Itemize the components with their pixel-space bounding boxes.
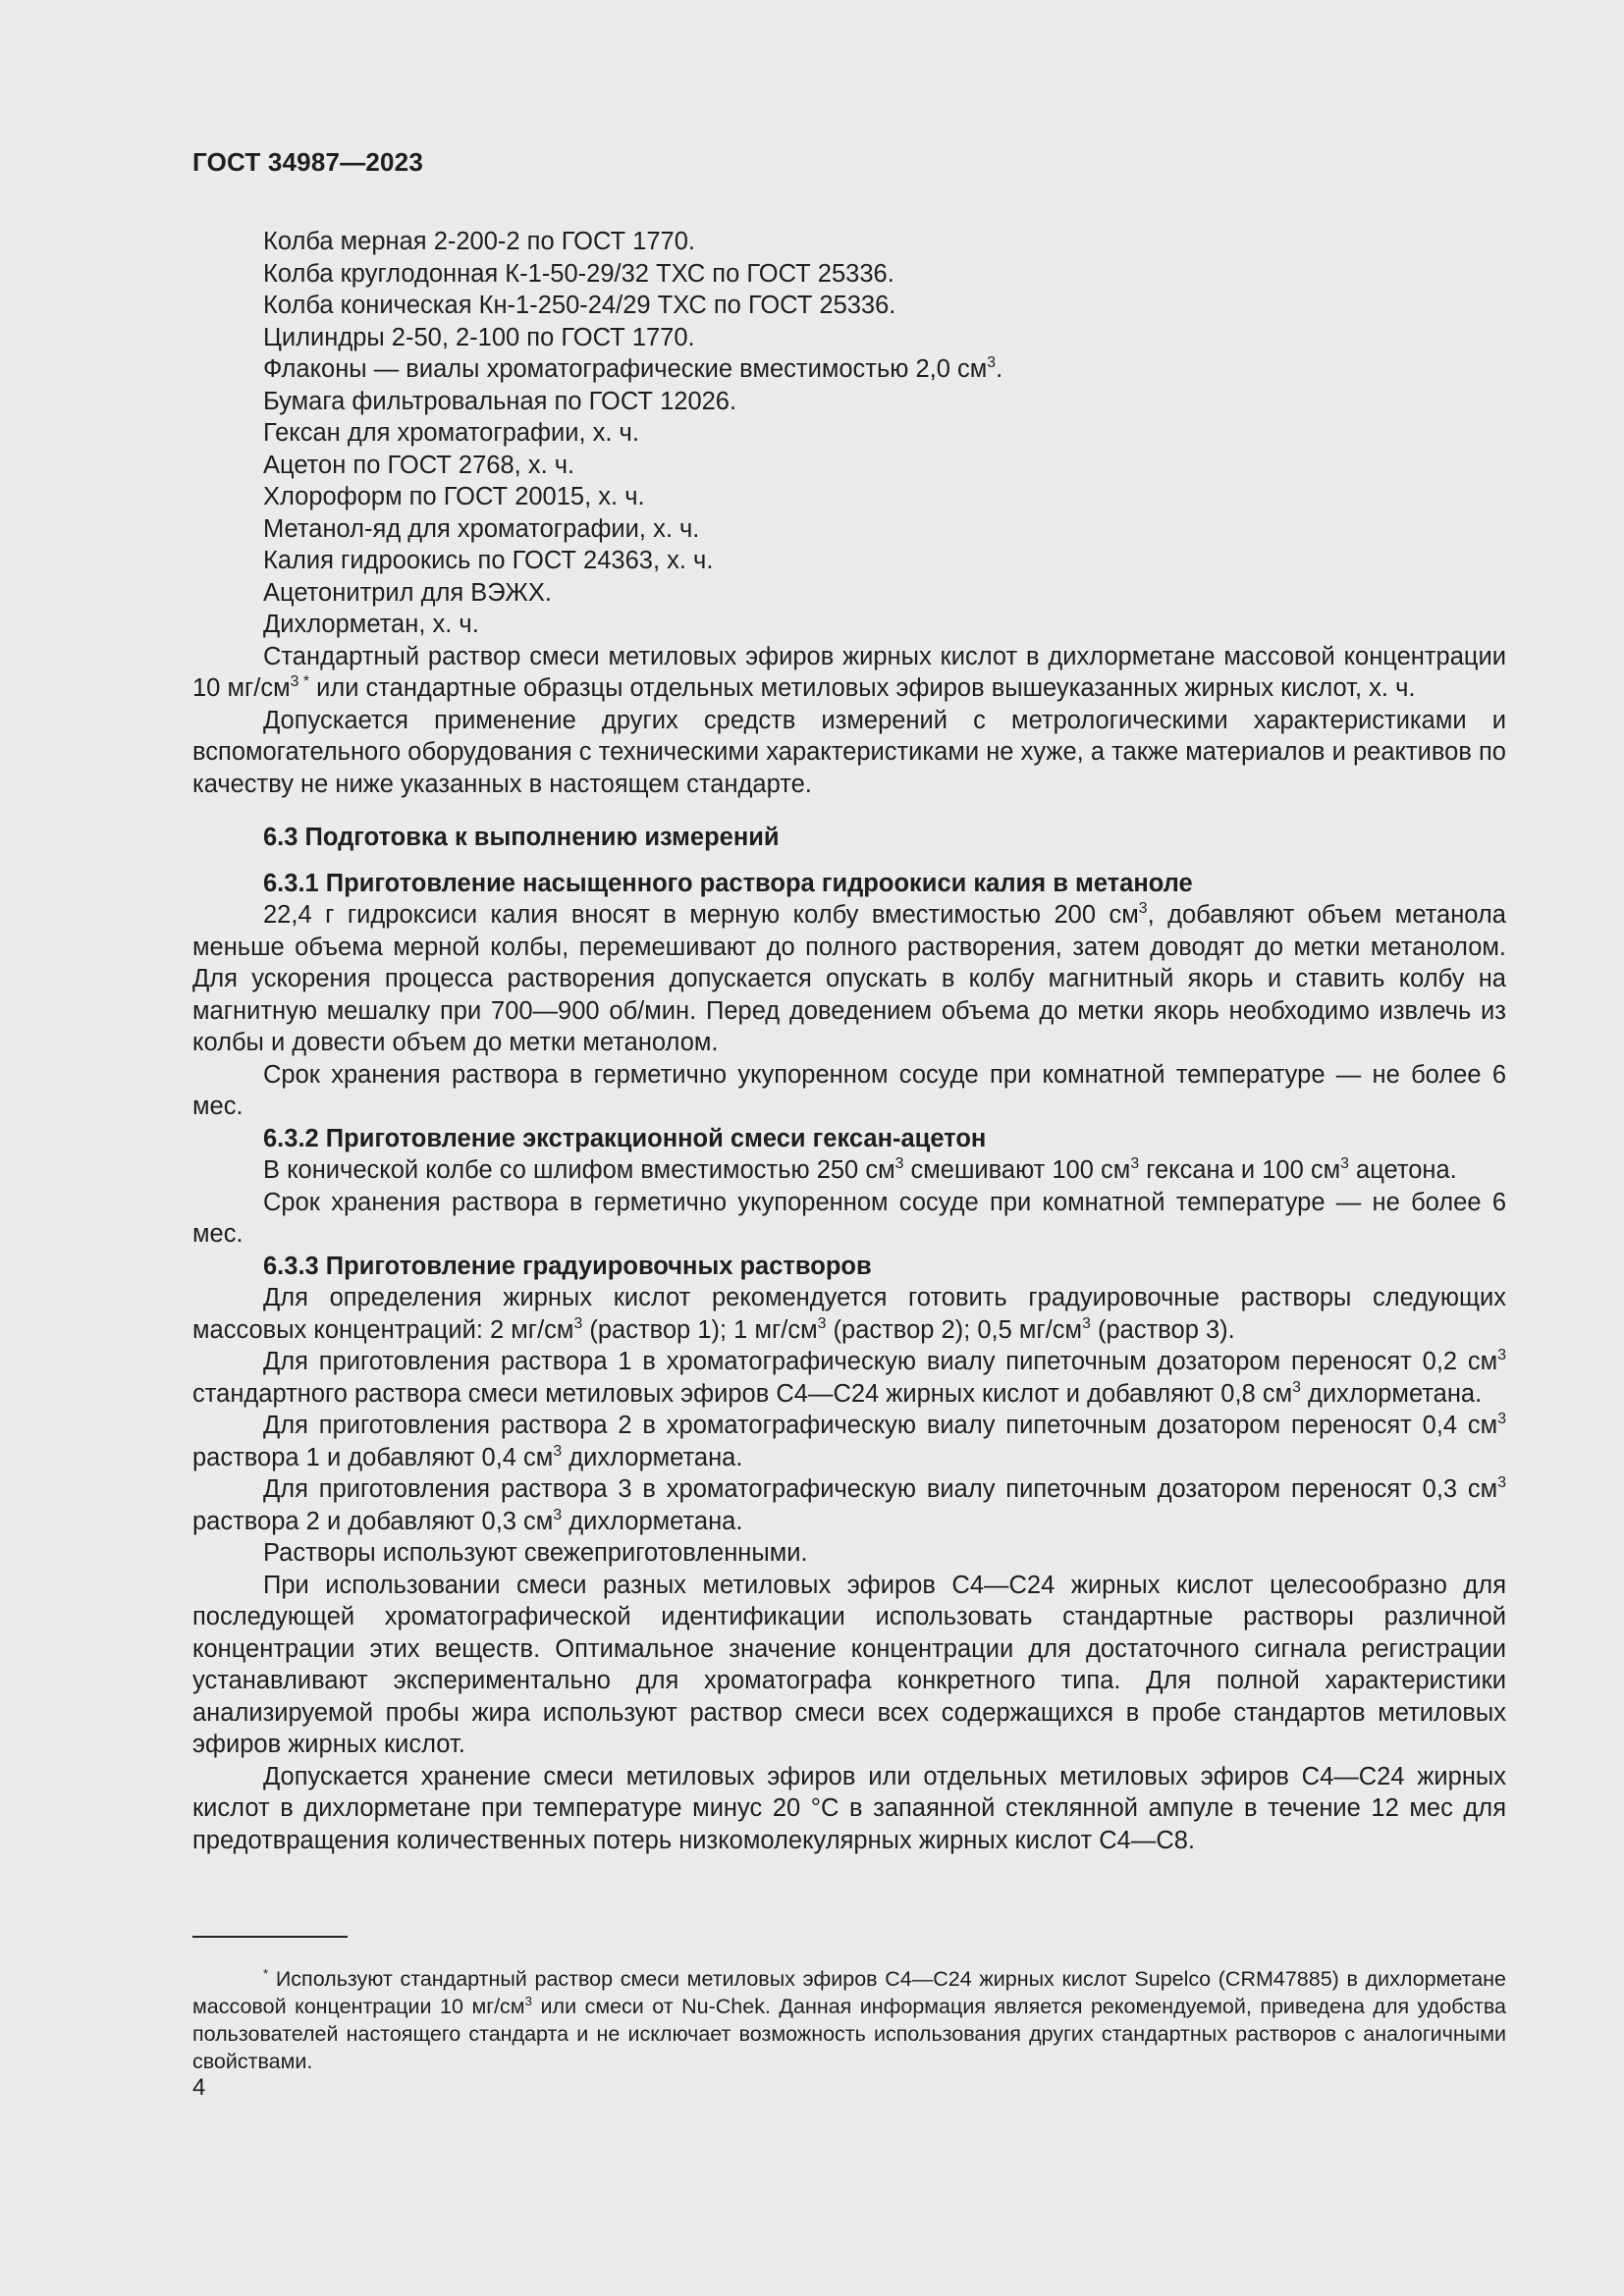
paragraph: Для определения жирных кислот рекомендуется готовить градуировочные растворы следующих массовых концентраций: 2 $мг/см^3$ (раствор 1); 1 $мг/см^3$ (раствор 2); 0,5 $мг/см^3$ (раствор 3). xyxy=(192,1284,1506,1344)
paragraph: В конической колбе со шлифом вместимостью 250 $см^3$ смешивают 100 $см^3$ гексана и 100 $см^3$ ацетона. xyxy=(263,1155,1457,1184)
list-item: Бумага фильтровальная по ГОСТ 12026. xyxy=(263,387,737,415)
list-item: Дихлорметан, х. ч. xyxy=(263,611,479,638)
list-item: Ацетонитрил для ВЭЖХ. xyxy=(263,578,552,607)
list-item: Колба круглодонная К-1-50-29/32 ТХС по ГОСТ 25336. xyxy=(263,259,894,288)
footnote-divider xyxy=(192,1936,348,1938)
list-item: Цилиндры 2-50, 2-100 по ГОСТ 1770. xyxy=(263,323,695,351)
list-item: Калия гидроокись по ГОСТ 24363, х. ч. xyxy=(263,547,714,574)
list-item: Гексан для хроматографии, х. ч. xyxy=(263,419,639,447)
document-header: ГОСТ 34987—2023 xyxy=(192,147,423,177)
paragraph: Срок хранения раствора в герметично укупоренном сосуде при комнатной температуре — не более 6 мес. xyxy=(192,1188,1506,1248)
page-number: 4 xyxy=(192,2074,206,2101)
paragraph: При использовании смеси разных метиловых эфиров С4—С24 жирных кислот целесообразно для последующей хроматографической идентификации использовать стандартные растворы различной концентрации этих веществ. Оптимальное значение концентрации для достаточного сигнала регистрации устанавливают экспериментально для хроматографа конкретного типа. Для полной характеристики анализируемой пробы жира используют раствор смеси всех содержащихся в пробе стандартов метиловых эфиров жирных кислот. xyxy=(192,1571,1506,1758)
section-heading-6-3-2: 6.3.2 Приготовление экстракционной смеси гексан-ацетон xyxy=(263,1124,987,1152)
paragraph: Растворы используют свежеприготовленными. xyxy=(263,1539,808,1567)
paragraph: 22,4 г гидроксиси калия вносят в мерную колбу вместимостью 200 $см^3$, добавляют объем метанола меньше объема мерной колбы, перемешивают до полного растворения, затем доводят до метки метанолом. Для ускорения процесса растворения допускается опускать в колбу магнитный якорь и ставить колбу на магнитную мешалку при 700—900 об/мин. Перед доведением объема до метки якорь необходимо извлечь из колбы и довести объем до метки метанолом. xyxy=(192,900,1506,1056)
paragraph: Для приготовления раствора 3 в хроматографическую виалу пипеточным дозатором переносят 0,3 $см^3$ раствора 2 и добавляют 0,3 $см^3$ дихлорметана. xyxy=(192,1474,1506,1535)
list-item: Ацетон по ГОСТ 2768, х. ч. xyxy=(263,451,575,479)
list-item: Флаконы — виалы хроматографические вместимостью 2,0 $см^3$. xyxy=(263,354,1003,383)
document-body xyxy=(192,226,1506,1856)
list-item: Хлороформ по ГОСТ 20015, х. ч. xyxy=(263,483,645,510)
paragraph: Для приготовления раствора 1 в хроматографическую виалу пипеточным дозатором переносят 0,2 $см^3$ стандартного раствора смеси метиловых эфиров С4—С24 жирных кислот и добавляют 0,8 $см^3$ дихлорметана. xyxy=(192,1347,1506,1408)
paragraph: Допускается хранение смеси метиловых эфиров или отдельных метиловых эфиров С4—С24 жирных кислот в дихлорметане при температуре минус 20 °С в запаянной стеклянной ампуле в течение 12 мес для предотвращения количественных потерь низкомолекулярных жирных кислот С4—С8. xyxy=(192,1762,1506,1854)
paragraph-standard-solution: Стандартный раствор смеси метиловых эфиров жирных кислот в дихлорметане массовой концентрации 10 $мг/см^{3 *}$ или стандартные образцы отдельных метиловых эфиров вышеуказанных жирных кислот, х. ч. xyxy=(192,642,1506,702)
section-heading-6-3: 6.3 Подготовка к выполнению измерений xyxy=(263,824,780,851)
paragraph: Для приготовления раствора 2 в хроматографическую виалу пипеточным дозатором переносят 0,4 $см^3$ раствора 1 и добавляют 0,4 $см^3$ дихлорметана. xyxy=(192,1411,1506,1471)
paragraph: Срок хранения раствора в герметично укупоренном сосуде при комнатной температуре — не более 6 мес. xyxy=(192,1060,1506,1120)
paragraph-allowed-substitutes: Допускается применение других средств измерений с метрологическими характеристиками и вспомогательного оборудования с техническими характеристиками не хуже, а также материалов и реактивов по качеству не ниже указанных в настоящем стандарте. xyxy=(192,706,1506,798)
section-heading-6-3-3: 6.3.3 Приготовление градуировочных растворов xyxy=(263,1252,872,1280)
footnote: * Используют стандартный раствор смеси метиловых эфиров С4—С24 жирных кислот Supelco (CRM47885) в дихлорметане массовой концентрации 10 $мг/см^3$ или смеси от Nu-Chek. Данная информация является рекомендуемой, приведена для удобства пользователей настоящего стандарта и не исключает возможность использования других стандартных растворов с аналогичными свойствами. xyxy=(192,1965,1506,2073)
list-item: Метанол-яд для хроматографии, х. ч. xyxy=(263,514,700,543)
section-heading-6-3-1: 6.3.1 Приготовление насыщенного раствора гидроокиси калия в метаноле xyxy=(263,869,1193,897)
list-item: Колба коническая Кн-1-250-24/29 ТХС по ГОСТ 25336. xyxy=(263,292,896,319)
list-item: Колба мерная 2-200-2 по ГОСТ 1770. xyxy=(263,228,695,255)
